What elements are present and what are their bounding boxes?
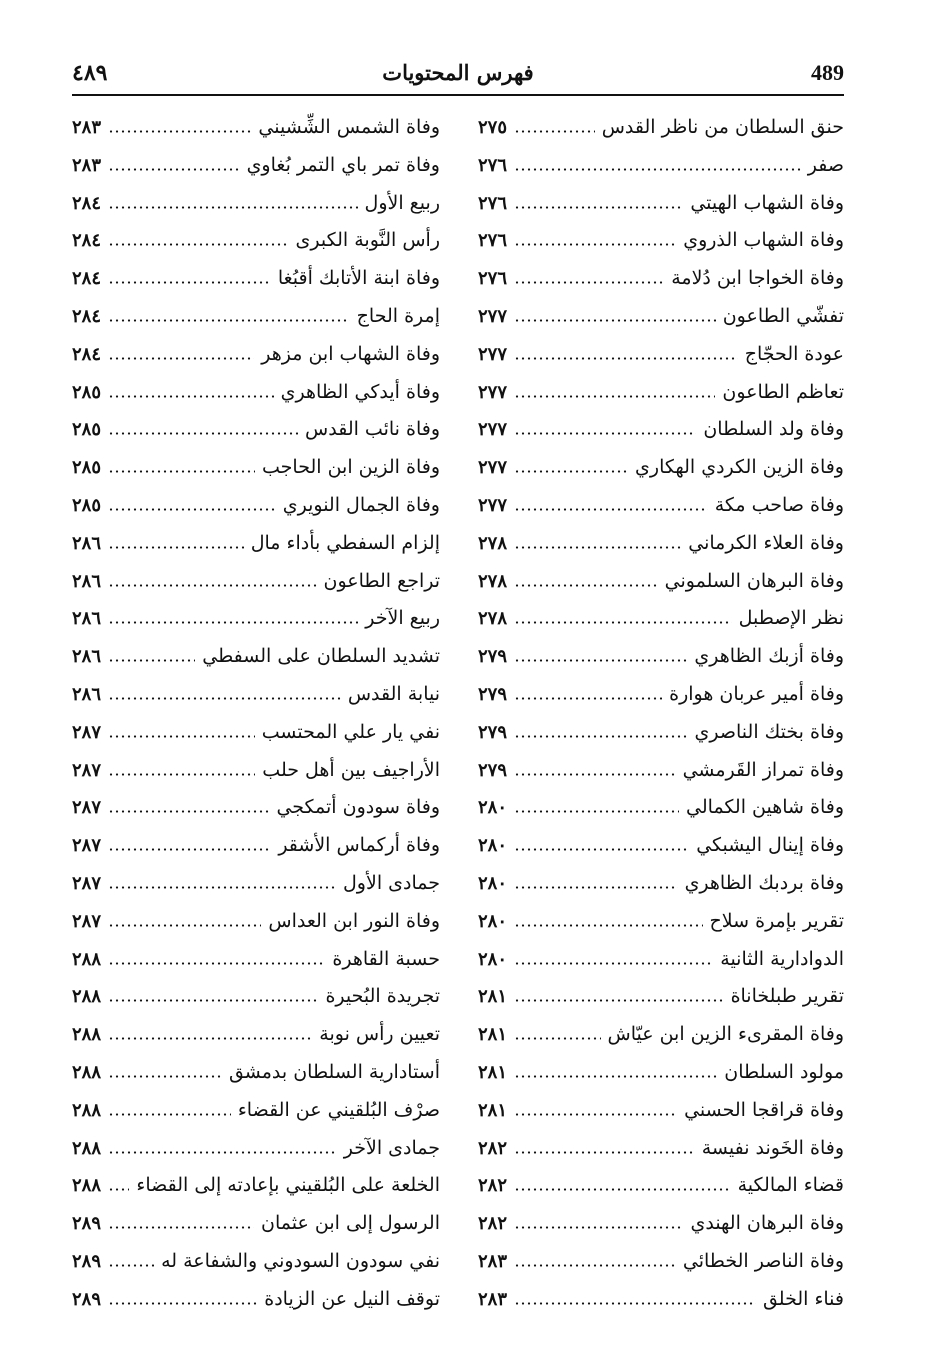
dot-leader xyxy=(108,990,318,1002)
toc-entry-page-number: ٢٨٥ xyxy=(72,494,102,516)
toc-entry-page-number: ٢٨١ xyxy=(478,1061,508,1083)
toc-entry-page-number: ٢٨٥ xyxy=(72,457,102,479)
toc-entry-title: حسبة القاهرة xyxy=(332,947,440,970)
toc-entry-page-number: ٢٨٤ xyxy=(72,268,102,290)
toc-entry-title: وفاة نائب القدس xyxy=(305,418,440,441)
toc-entry-page-number: ٢٧٩ xyxy=(478,721,508,743)
dot-leader xyxy=(108,385,274,397)
dot-leader xyxy=(108,801,269,813)
dot-leader xyxy=(514,536,681,548)
toc-entry xyxy=(478,827,844,865)
toc-entry-page-number: ٢٧٨ xyxy=(478,570,508,592)
dot-leader xyxy=(108,952,325,964)
toc-entry-title: وفاة أمير عربان هوارة xyxy=(669,682,844,705)
dot-leader xyxy=(514,121,595,133)
dot-leader xyxy=(108,499,276,511)
toc-entry-page-number: ٢٨٨ xyxy=(72,1024,102,1046)
toc-entry-title: وفاة الزين ابن الحاجب xyxy=(262,456,440,479)
toc-entry-page-number: ٢٧٧ xyxy=(478,494,508,516)
toc-entry xyxy=(478,298,844,336)
dot-leader xyxy=(108,877,336,889)
dot-leader xyxy=(108,725,255,737)
toc-entry xyxy=(478,487,844,525)
dot-leader xyxy=(108,310,350,322)
toc-entry-page-number: ٢٨٠ xyxy=(478,797,508,819)
toc-entry-page-number: ٢٨٨ xyxy=(72,1061,102,1083)
dot-leader xyxy=(108,1292,257,1304)
toc-entry-page-number: ٢٨٩ xyxy=(72,1213,102,1235)
toc-entry-page-number: ٢٨٥ xyxy=(72,381,102,403)
toc-entry xyxy=(478,449,844,487)
toc-entry-page-number: ٢٨٧ xyxy=(72,872,102,894)
toc-entry xyxy=(478,714,844,752)
dot-leader xyxy=(514,763,676,775)
toc-entry-title: جمادى الأول xyxy=(343,871,440,894)
toc-entry-page-number: ٢٨٠ xyxy=(478,835,508,857)
toc-entry-title: وفاة المقرىء الزين ابن عيّاش xyxy=(607,1023,844,1046)
dot-leader xyxy=(108,158,240,170)
toc-entry-page-number: ٢٨٧ xyxy=(72,721,102,743)
toc-entry-page-number: ٢٨٠ xyxy=(478,872,508,894)
dot-leader xyxy=(108,121,251,133)
toc-entry xyxy=(72,1243,440,1281)
page-header xyxy=(72,56,844,92)
toc-entry xyxy=(72,525,440,563)
toc-entry xyxy=(478,1054,844,1092)
toc-entry xyxy=(478,903,844,941)
toc-entry-page-number: ٢٨٠ xyxy=(478,948,508,970)
toc-entry-title: تشديد السلطان على السفطي xyxy=(202,645,440,668)
toc-entry xyxy=(478,222,844,260)
toc-entry-title: وفاة بردبك الظاهري xyxy=(684,871,844,894)
toc-entry-title: الخلعة على البُلقيني بإعادته إلى القضاء xyxy=(136,1174,440,1197)
toc-entry-page-number: ٢٨٢ xyxy=(478,1175,508,1197)
toc-entry-title: وفاة البرهان الهندي xyxy=(690,1212,844,1235)
toc-entry-page-number: ٢٨٣ xyxy=(478,1288,508,1310)
header-rule xyxy=(72,94,844,96)
dot-leader xyxy=(514,1179,731,1191)
toc-entry xyxy=(478,789,844,827)
toc-entry-title: حنق السلطان من ناظر القدس xyxy=(601,116,844,138)
dot-leader xyxy=(108,574,316,586)
toc-entry xyxy=(72,941,440,979)
toc-entry-page-number: ٢٧٨ xyxy=(478,608,508,630)
toc-entry-title: إلزام السفطي بأداء مال xyxy=(250,531,440,554)
toc-entry xyxy=(72,714,440,752)
toc-entry-page-number: ٢٨٣ xyxy=(72,154,102,176)
toc-entry-page-number: ٢٨٨ xyxy=(72,948,102,970)
page-title: فهرس المحتويات xyxy=(382,60,534,85)
page-number-arabic: ٤٨٩ xyxy=(72,60,108,86)
toc-entry-page-number: ٢٨٠ xyxy=(478,910,508,932)
dot-leader xyxy=(108,1103,231,1115)
dot-leader xyxy=(514,310,716,322)
toc-entry-page-number: ٢٧٦ xyxy=(478,154,508,176)
toc-entry xyxy=(72,1167,440,1205)
dot-leader xyxy=(514,574,658,586)
toc-entry xyxy=(478,374,844,412)
toc-entry xyxy=(478,260,844,298)
toc-entry-page-number: ٢٧٨ xyxy=(478,532,508,554)
toc-entry xyxy=(72,752,440,790)
toc-entry-title: وفاة صاحب مكة xyxy=(714,493,844,516)
toc-entry-page-number: ٢٨٦ xyxy=(72,608,102,630)
dot-leader xyxy=(108,914,261,926)
toc-entry-page-number: ٢٨٩ xyxy=(72,1250,102,1272)
toc-entry-page-number: ٢٨٣ xyxy=(72,117,102,138)
toc-entry-title: وفاة أزبك الظاهري xyxy=(694,645,844,668)
toc-entry xyxy=(72,1281,440,1319)
dot-leader xyxy=(514,914,703,926)
toc-entry xyxy=(72,374,440,412)
toc-entry-page-number: ٢٨٤ xyxy=(72,230,102,252)
dot-leader xyxy=(514,1217,683,1229)
dot-leader xyxy=(108,688,341,700)
toc-entry-title: وفاة الجمال النويري xyxy=(282,493,440,516)
dot-leader xyxy=(514,990,724,1002)
toc-entry-title: ربيع الأول xyxy=(364,191,440,214)
toc-entry-page-number: ٢٨٢ xyxy=(478,1137,508,1159)
dot-leader xyxy=(514,499,708,511)
toc-entry-title: ربيع الآخر xyxy=(365,607,440,630)
toc-entry-title: وفاة تمر باي التمر بُغاوي xyxy=(246,153,440,176)
toc-entry xyxy=(72,1205,440,1243)
dot-leader xyxy=(514,839,689,851)
toc-entry xyxy=(478,1243,844,1281)
toc-entry-page-number: ٢٨٨ xyxy=(72,986,102,1008)
toc-entry-title: وفاة تمراز القَرمشي xyxy=(682,758,844,781)
toc-entry-title: إمرة الحاج xyxy=(356,304,440,327)
toc-entry xyxy=(72,1092,440,1130)
toc-entry xyxy=(72,1054,440,1092)
toc-entry-title: وفاة الناصر الخطائي xyxy=(682,1249,844,1272)
toc-entry xyxy=(72,147,440,185)
toc-entry-page-number: ٢٨٦ xyxy=(72,570,102,592)
dot-leader xyxy=(108,272,271,284)
toc-entry xyxy=(72,600,440,638)
toc-entry-title: وفاة الخواجا ابن دُلامة xyxy=(671,267,844,290)
toc-entry-title: نظر الإصطبل xyxy=(738,607,844,630)
dot-leader xyxy=(514,650,687,662)
toc-entry xyxy=(72,487,440,525)
toc-entry-title: وفاة بختك الناصري xyxy=(694,720,844,743)
toc-entry-title: الدوادارية الثانية xyxy=(720,947,844,970)
toc-entry-title: عودة الحجّاج xyxy=(744,342,844,365)
toc-entry-page-number: ٢٧٩ xyxy=(478,759,508,781)
toc-entry xyxy=(478,109,844,147)
toc-entry-title: توقف النيل عن الزيادة xyxy=(264,1287,440,1310)
toc-entry xyxy=(478,638,844,676)
dot-leader xyxy=(514,1255,676,1267)
dot-leader xyxy=(108,536,244,548)
toc-entry xyxy=(72,185,440,223)
dot-leader xyxy=(108,347,254,359)
toc-entry xyxy=(478,336,844,374)
toc-entry-page-number: ٢٨٦ xyxy=(72,532,102,554)
toc-entry-title: وفاة البرهان السلموني xyxy=(664,569,844,592)
toc-entry xyxy=(72,865,440,903)
dot-leader xyxy=(514,1103,677,1115)
dot-leader xyxy=(108,650,195,662)
toc-entry-page-number: ٢٨٧ xyxy=(72,910,102,932)
dot-leader xyxy=(514,196,683,208)
toc-entry-page-number: ٢٧٩ xyxy=(478,683,508,705)
toc-entry-title: نفي سودون السودوني والشفاعة له xyxy=(161,1249,440,1272)
toc-entry-title: وفاة الشهاب الهيتي xyxy=(690,191,844,214)
toc-entry-title: وفاة الشمس الشِّشيني xyxy=(258,116,440,138)
page-number-latin: 489 xyxy=(811,60,844,85)
toc-entry-title: وفاة العلاء الكرماني xyxy=(688,531,844,554)
dot-leader xyxy=(514,234,676,246)
toc-entry xyxy=(478,411,844,449)
toc-entry xyxy=(478,600,844,638)
dot-leader xyxy=(514,158,801,170)
toc-entry xyxy=(478,978,844,1016)
toc-entry-page-number: ٢٧٧ xyxy=(478,457,508,479)
toc-entry-page-number: ٢٨٦ xyxy=(72,646,102,668)
dot-leader xyxy=(514,347,738,359)
toc-entry-title: أستادارية السلطان بدمشق xyxy=(228,1060,440,1083)
toc-entry-title: تجريدة البُحيرة xyxy=(325,985,440,1008)
toc-entry-title: وفاة إينال اليشبكي xyxy=(696,834,844,857)
toc-entry-title: وفاة الخَوند نفيسة xyxy=(701,1136,844,1159)
toc-entry-page-number: ٢٨٣ xyxy=(478,1250,508,1272)
toc-entry xyxy=(478,525,844,563)
toc-entry-title: وفاة ابنة الأتابك أقبُغا xyxy=(277,267,440,290)
toc-entry xyxy=(72,1130,440,1168)
toc-entry-title: مولود السلطان xyxy=(724,1060,844,1083)
toc-entry-page-number: ٢٨٤ xyxy=(72,343,102,365)
dot-leader xyxy=(514,688,662,700)
toc-entry xyxy=(72,903,440,941)
toc-entry xyxy=(478,1092,844,1130)
toc-entry-page-number: ٢٧٧ xyxy=(478,343,508,365)
toc-column-right xyxy=(478,109,844,1319)
toc-entry-page-number: ٢٨٥ xyxy=(72,419,102,441)
dot-leader xyxy=(514,612,732,624)
toc-entry-page-number: ٢٧٧ xyxy=(478,381,508,403)
toc-entry-title: وفاة ولد السلطان xyxy=(703,418,844,441)
toc-entry-page-number: ٢٨٧ xyxy=(72,759,102,781)
dot-leader xyxy=(514,801,679,813)
toc-entry-page-number: ٢٧٦ xyxy=(478,192,508,214)
toc-entry xyxy=(478,676,844,714)
toc-entry-title: فناء الخلق xyxy=(762,1287,844,1310)
toc-entry xyxy=(478,941,844,979)
dot-leader xyxy=(108,1255,154,1267)
toc-entry xyxy=(72,827,440,865)
dot-leader xyxy=(108,1217,254,1229)
toc-entry-page-number: ٢٨٢ xyxy=(478,1213,508,1235)
dot-leader xyxy=(514,1028,600,1040)
dot-leader xyxy=(514,461,628,473)
toc-entry-title: صفر xyxy=(807,153,844,176)
dot-leader xyxy=(514,423,696,435)
toc-entry xyxy=(72,298,440,336)
toc-entry xyxy=(478,1130,844,1168)
dot-leader xyxy=(108,1066,222,1078)
toc-entry-page-number: ٢٧٦ xyxy=(478,230,508,252)
toc-entry xyxy=(72,411,440,449)
toc-entry-page-number: ٢٨١ xyxy=(478,986,508,1008)
toc-entry xyxy=(478,185,844,223)
toc-entry-page-number: ٢٧٥ xyxy=(478,117,508,138)
toc-entry-title: نفي يار علي المحتسب xyxy=(261,720,440,743)
toc-entry-page-number: ٢٨٨ xyxy=(72,1175,102,1197)
dot-leader xyxy=(108,1028,312,1040)
toc-entry xyxy=(478,1167,844,1205)
toc-entry xyxy=(478,1016,844,1054)
toc-entry-page-number: ٢٨٩ xyxy=(72,1288,102,1310)
toc-entry xyxy=(72,109,440,147)
toc-entry xyxy=(72,222,440,260)
dot-leader xyxy=(108,196,358,208)
toc-entry-page-number: ٢٨٤ xyxy=(72,305,102,327)
toc-entry-title: تراجع الطاعون xyxy=(323,569,440,592)
toc-entry-title: وفاة سودون أتمكجي xyxy=(276,796,440,819)
toc-entry-title: الأراجيف بين أهل حلب xyxy=(262,758,440,781)
dot-leader xyxy=(108,763,255,775)
toc-entry-title: وفاة قراقجا الحسني xyxy=(684,1098,844,1121)
toc-entry xyxy=(72,449,440,487)
toc-entry xyxy=(72,260,440,298)
dot-leader xyxy=(514,1141,695,1153)
dot-leader xyxy=(514,1292,756,1304)
dot-leader xyxy=(108,234,289,246)
toc-entry-title: تفشّي الطاعون xyxy=(722,304,844,327)
toc-entry-title: قضاء المالكية xyxy=(737,1174,844,1197)
dot-leader xyxy=(108,612,358,624)
toc-entry-title: وفاة شاهين الكمالي xyxy=(686,796,844,819)
toc-entry xyxy=(72,789,440,827)
toc-entry xyxy=(72,638,440,676)
toc-entry-title: وفاة أركماس الأشقر xyxy=(278,834,440,857)
toc-entry-page-number: ٢٧٧ xyxy=(478,419,508,441)
toc-entry-page-number: ٢٨٤ xyxy=(72,192,102,214)
toc-entry-page-number: ٢٨١ xyxy=(478,1024,508,1046)
toc-entry-title: وفاة الشهاب الذروي xyxy=(683,229,844,252)
dot-leader xyxy=(514,725,688,737)
toc-entry xyxy=(478,1281,844,1319)
toc-entry-title: تقرير بإمرة سلاح xyxy=(709,909,844,932)
toc-entry-title: تقرير طبلخاناة xyxy=(730,985,844,1008)
dot-leader xyxy=(108,1179,129,1191)
toc-entry-title: وفاة أيدكي الظاهري xyxy=(280,380,440,403)
dot-leader xyxy=(108,461,255,473)
toc-entry-title: تعاظم الطاعون xyxy=(722,380,844,403)
toc-entry xyxy=(478,1205,844,1243)
toc-entry-title: وفاة الزين الكردي الهكاري xyxy=(635,456,844,479)
toc-entry-title: نيابة القدس xyxy=(347,682,440,705)
dot-leader xyxy=(514,1066,717,1078)
toc-entry xyxy=(478,147,844,185)
toc-entry-page-number: ٢٨٨ xyxy=(72,1137,102,1159)
dot-leader xyxy=(514,877,678,889)
toc-entry xyxy=(72,563,440,601)
dot-leader xyxy=(108,839,271,851)
toc-entry xyxy=(72,1016,440,1054)
dot-leader xyxy=(514,952,713,964)
toc-entry xyxy=(478,563,844,601)
toc-entry-title: الرسول إلى ابن عثمان xyxy=(261,1212,440,1235)
toc-entry xyxy=(478,865,844,903)
dot-leader xyxy=(514,385,715,397)
toc-entry xyxy=(72,676,440,714)
toc-entry-page-number: ٢٨٨ xyxy=(72,1099,102,1121)
toc-entry-title: تعيين رأس نوبة xyxy=(319,1023,440,1046)
dot-leader xyxy=(514,272,664,284)
toc-entry-page-number: ٢٧٩ xyxy=(478,646,508,668)
toc-column-left xyxy=(72,109,440,1319)
dot-leader xyxy=(108,1141,337,1153)
toc-entry xyxy=(478,752,844,790)
toc-entry xyxy=(72,978,440,1016)
toc-entry-title: رأس النَّوبة الكبرى xyxy=(295,229,440,252)
toc-entry xyxy=(72,336,440,374)
toc-entry-title: جمادى الآخر xyxy=(343,1136,440,1159)
toc-entry-page-number: ٢٨٧ xyxy=(72,797,102,819)
toc-entry-page-number: ٢٨١ xyxy=(478,1099,508,1121)
toc-entry-page-number: ٢٧٦ xyxy=(478,268,508,290)
toc-entry-page-number: ٢٧٧ xyxy=(478,305,508,327)
toc-entry-title: صرْف البُلقيني عن القضاء xyxy=(237,1098,440,1121)
dot-leader xyxy=(108,423,298,435)
toc-entry-page-number: ٢٨٦ xyxy=(72,683,102,705)
toc-entry-title: وفاة الشهاب ابن مزهر xyxy=(261,342,440,365)
toc-entry-page-number: ٢٨٧ xyxy=(72,835,102,857)
toc-entry-title: وفاة النور ابن العداس xyxy=(268,909,440,932)
